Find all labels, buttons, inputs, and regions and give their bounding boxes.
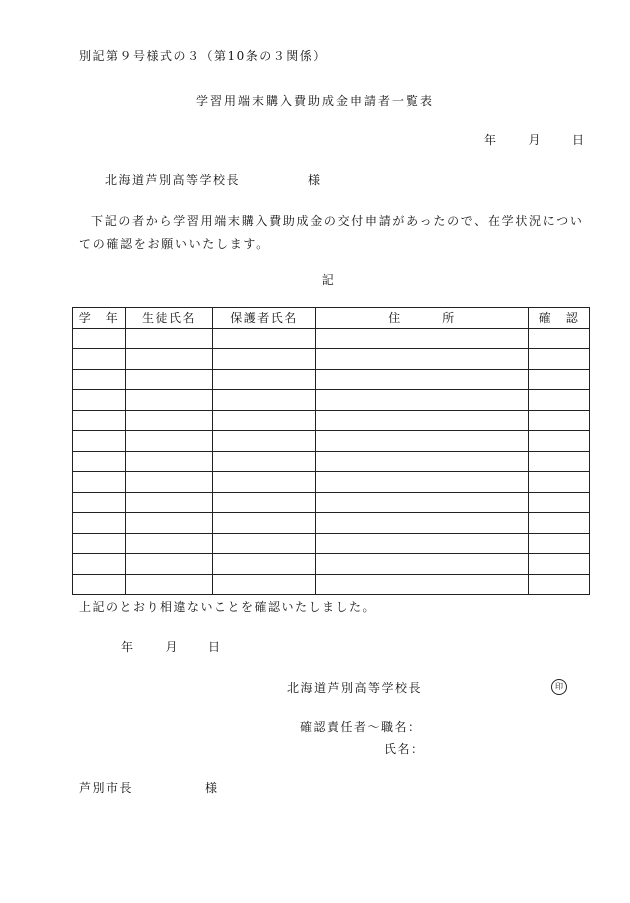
table-cell[interactable] bbox=[316, 492, 529, 513]
addressee-name: 北海道芦別高等学校長 bbox=[105, 173, 241, 187]
document-title: 学習用端末購入費助成金申請者一覧表 bbox=[195, 94, 434, 108]
table-cell[interactable] bbox=[529, 554, 590, 575]
table-cell[interactable] bbox=[73, 492, 126, 513]
date-day-label: 日 bbox=[572, 133, 586, 147]
mayor-addressee bbox=[79, 779, 219, 796]
table-row bbox=[73, 492, 590, 513]
table-cell[interactable] bbox=[126, 574, 213, 595]
table-cell[interactable] bbox=[213, 513, 316, 534]
table-cell[interactable] bbox=[126, 349, 213, 370]
table-cell[interactable] bbox=[316, 554, 529, 575]
table-row bbox=[73, 349, 590, 370]
table-row bbox=[73, 410, 590, 431]
date-month-label: 月 bbox=[528, 133, 543, 147]
addressee bbox=[105, 171, 322, 188]
table-cell[interactable] bbox=[126, 410, 213, 431]
table-cell[interactable] bbox=[529, 410, 590, 431]
mayor-name: 芦別市長 bbox=[79, 781, 134, 795]
date-year-label: 年 bbox=[484, 133, 498, 147]
table-cell[interactable] bbox=[529, 472, 590, 493]
table-cell[interactable] bbox=[213, 410, 316, 431]
table-cell[interactable] bbox=[73, 328, 126, 349]
ki-heading: 記 bbox=[321, 273, 336, 287]
mayor-honorific: 様 bbox=[205, 781, 219, 795]
table-cell[interactable] bbox=[73, 410, 126, 431]
table-cell[interactable] bbox=[316, 369, 529, 390]
form-number: 別記第９号様式の３（第10条の３関係） bbox=[79, 49, 327, 63]
table-cell[interactable] bbox=[529, 533, 590, 554]
table-cell[interactable] bbox=[73, 574, 126, 595]
table-cell[interactable] bbox=[316, 431, 529, 452]
table-cell[interactable] bbox=[213, 451, 316, 472]
table-cell[interactable] bbox=[529, 390, 590, 411]
date-top bbox=[484, 131, 586, 148]
table-cell[interactable] bbox=[213, 574, 316, 595]
date-year-label: 年 bbox=[121, 640, 135, 654]
table-row bbox=[73, 431, 590, 452]
table-cell[interactable] bbox=[213, 369, 316, 390]
table-cell[interactable] bbox=[529, 451, 590, 472]
table-row bbox=[73, 513, 590, 534]
table-cell[interactable] bbox=[73, 513, 126, 534]
table-cell[interactable] bbox=[529, 369, 590, 390]
table-cell[interactable] bbox=[126, 513, 213, 534]
table-cell[interactable] bbox=[213, 533, 316, 554]
table-cell[interactable] bbox=[73, 451, 126, 472]
table-cell[interactable] bbox=[213, 431, 316, 452]
principal-name: 北海道芦別高等学校長 bbox=[287, 681, 423, 695]
table-cell[interactable] bbox=[529, 328, 590, 349]
header-confirm: 確 認 bbox=[529, 308, 590, 329]
table-cell[interactable] bbox=[73, 349, 126, 370]
table-cell[interactable] bbox=[126, 554, 213, 575]
table-cell[interactable] bbox=[316, 328, 529, 349]
table-cell[interactable] bbox=[316, 472, 529, 493]
table-cell[interactable] bbox=[73, 472, 126, 493]
table-cell[interactable] bbox=[213, 390, 316, 411]
table-cell[interactable] bbox=[316, 513, 529, 534]
table-cell[interactable] bbox=[316, 390, 529, 411]
table-row bbox=[73, 554, 590, 575]
table-cell[interactable] bbox=[316, 451, 529, 472]
header-address: 住 所 bbox=[316, 308, 529, 329]
header-guardian-name: 保護者氏名 bbox=[213, 308, 316, 329]
table-cell[interactable] bbox=[316, 410, 529, 431]
table-cell[interactable] bbox=[529, 431, 590, 452]
table-row bbox=[73, 533, 590, 554]
table-row bbox=[73, 574, 590, 595]
table-cell[interactable] bbox=[126, 390, 213, 411]
table-row bbox=[73, 369, 590, 390]
table-cell[interactable] bbox=[126, 431, 213, 452]
table-cell[interactable] bbox=[73, 533, 126, 554]
table-row bbox=[73, 390, 590, 411]
date-day-label: 日 bbox=[208, 640, 222, 654]
table-cell[interactable] bbox=[126, 492, 213, 513]
table-cell[interactable] bbox=[126, 451, 213, 472]
header-grade: 学 年 bbox=[73, 308, 126, 329]
table-cell[interactable] bbox=[213, 472, 316, 493]
header-student-name: 生徒氏名 bbox=[126, 308, 213, 329]
table-cell[interactable] bbox=[529, 492, 590, 513]
applicant-table bbox=[72, 307, 590, 595]
table-cell[interactable] bbox=[73, 369, 126, 390]
table-row bbox=[73, 472, 590, 493]
table-cell[interactable] bbox=[126, 328, 213, 349]
table-cell[interactable] bbox=[213, 554, 316, 575]
table-cell[interactable] bbox=[213, 349, 316, 370]
table-cell[interactable] bbox=[126, 472, 213, 493]
table-cell[interactable] bbox=[126, 369, 213, 390]
table-cell[interactable] bbox=[73, 554, 126, 575]
table-cell[interactable] bbox=[73, 431, 126, 452]
table-cell[interactable] bbox=[529, 513, 590, 534]
table-row bbox=[73, 451, 590, 472]
confirmation-statement: 上記のとおり相違ないことを確認いたしました。 bbox=[79, 600, 377, 614]
table-header-row bbox=[73, 308, 590, 329]
table-cell[interactable] bbox=[316, 574, 529, 595]
table-cell[interactable] bbox=[213, 492, 316, 513]
table-row bbox=[73, 328, 590, 349]
table-cell[interactable] bbox=[529, 574, 590, 595]
table-body bbox=[73, 328, 590, 595]
seal-icon: 印 bbox=[551, 679, 567, 695]
table-cell[interactable] bbox=[316, 533, 529, 554]
date-bottom bbox=[121, 638, 222, 655]
request-text: 下記の者から学習用端末購入費助成金の交付申請があったので、在学状況についての確認をお願いいたします。 bbox=[79, 214, 584, 251]
date-month-label: 月 bbox=[165, 640, 180, 654]
addressee-honorific: 様 bbox=[308, 173, 322, 187]
table-cell[interactable] bbox=[213, 328, 316, 349]
table-cell[interactable] bbox=[73, 390, 126, 411]
responsible-name-label: 氏名： bbox=[384, 742, 425, 756]
table-cell[interactable] bbox=[316, 349, 529, 370]
table-cell[interactable] bbox=[126, 533, 213, 554]
table-cell[interactable] bbox=[529, 349, 590, 370]
responsible-title-label: 確認責任者～職名： bbox=[300, 720, 422, 734]
